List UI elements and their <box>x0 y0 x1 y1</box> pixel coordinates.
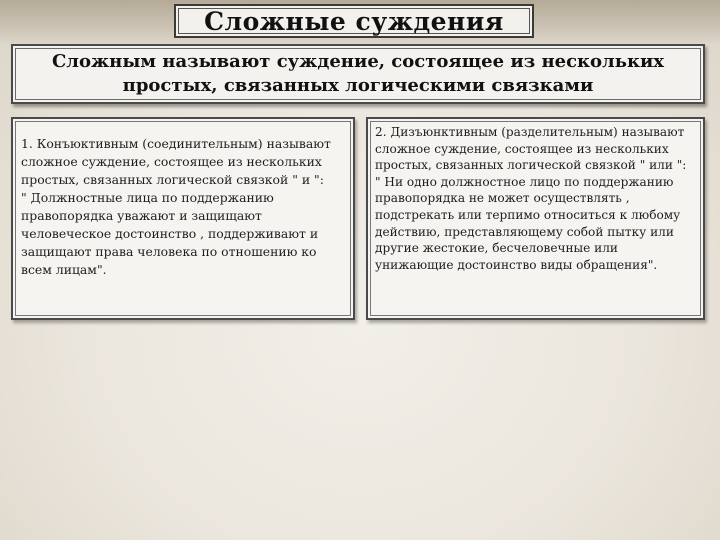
definition-box <box>11 44 705 104</box>
conjunctive-example: " Должностные лица по поддержанию правопорядка уважают и защищают человеческое достоинство , поддерживают и защищают права человека по отношению ко всем лицам". <box>21 190 319 277</box>
conjunctive-text <box>21 135 345 279</box>
disjunctive-definition: 2. Дизъюнктивным (разделительным) называют сложное суждение, состоящее из нескольких простых, связанных логической связкой " или ": <box>375 125 687 173</box>
disjunctive-example: " Ни одно должностное лицо по поддержанию правопорядка не может осуществлять , подстрекать или терпимо относиться к любому действию, представляющему собой пытку или другие жестокие, бесчеловечные или унижающие достоинство виды обращения". <box>375 174 681 272</box>
disjunctive-text <box>375 124 697 273</box>
definition-text: Сложным называют суждение, состоящее из нескольких простых, связанных логическими связками <box>51 51 665 96</box>
disjunctive-panel <box>366 117 705 320</box>
conjunctive-panel <box>11 117 355 320</box>
title-box <box>174 4 534 38</box>
page-title: Сложные суждения <box>204 6 504 36</box>
conjunctive-definition: 1. Конъюктивным (соединительным) называют сложное суждение, состоящее из нескольких простых, связанных логической связкой " и ": <box>21 136 331 187</box>
